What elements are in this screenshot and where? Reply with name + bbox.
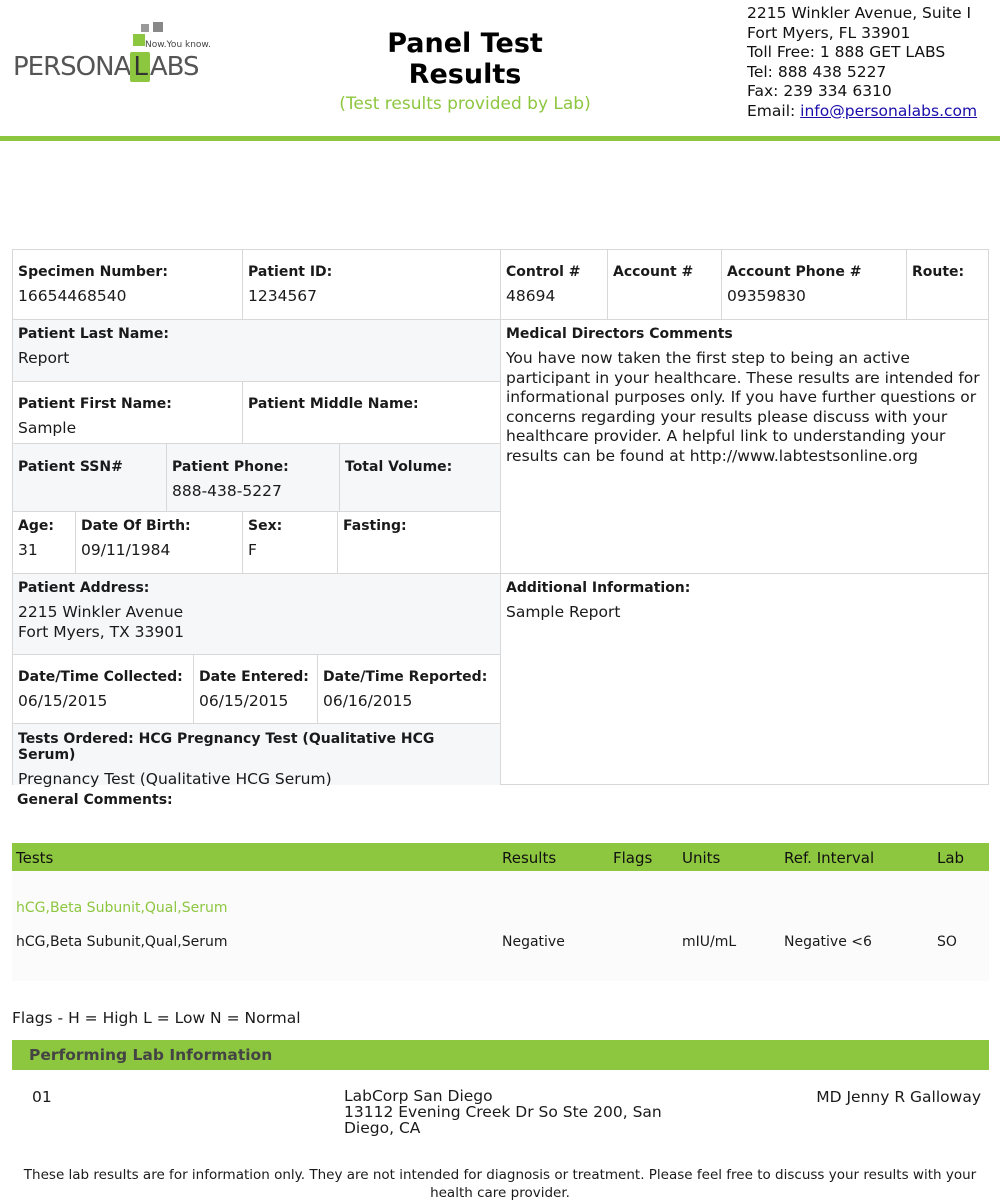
- date-entered: 06/15/2015: [199, 692, 289, 710]
- additional-info: Sample Report: [506, 603, 621, 621]
- first-name-cell: Patient First Name: Sample: [13, 382, 243, 444]
- account-phone: 09359830: [727, 287, 806, 305]
- results-table-header: [12, 843, 989, 871]
- address-line: Fort Myers, FL 33901: [747, 23, 911, 42]
- title-block: [330, 28, 600, 114]
- page-title: Panel Test Results: [387, 28, 543, 90]
- address-line: Fort Myers, TX 33901: [18, 622, 184, 641]
- logo-person-icon: [133, 34, 145, 46]
- col-results: Results: [502, 849, 557, 867]
- tests-ordered: Pregnancy Test (Qualitative HCG Serum): [18, 770, 332, 788]
- col-tests: Tests: [16, 849, 54, 867]
- col-units: Units: [682, 849, 721, 867]
- performing-lab-header: [12, 1040, 989, 1070]
- medical-comments-cell: Medical Directors Comments You have now taken the first step to being an active participant in your healthcare. These results are intended for informational purposes only. If you have further questions or concerns regarding your results please discuss with your healthcare provider. A helpful link to understanding your results can be found at http://www.labtestsonline.org: [501, 320, 989, 574]
- sex-cell: Sex: F: [243, 512, 338, 574]
- lab-name: LabCorp San Diego: [344, 1087, 493, 1105]
- test-lab: SO: [937, 934, 957, 950]
- date-collected: 06/15/2015: [18, 692, 108, 710]
- additional-info-cell: Additional Information: Sample Report: [501, 574, 989, 785]
- test-ref-interval: Negative <6: [784, 934, 872, 950]
- lab-address: [344, 1088, 664, 1136]
- logo-square-icon: [141, 24, 149, 32]
- medical-comments: You have now taken the first step to being an active participant in your healthcare. These results are intended for informational purposes only. If you have further questions or concerns regarding your results please discuss with your healthcare provider. A helpful link to understanding your results can be found at http://www.labtestsonline.org: [506, 349, 980, 465]
- performing-lab-title: Performing Lab Information: [29, 1046, 273, 1064]
- patient-phone: 888-438-5227: [172, 482, 282, 500]
- address-line: 2215 Winkler Avenue: [18, 603, 184, 621]
- lab-director: MD Jenny R Galloway: [816, 1088, 981, 1106]
- lab-address-line: Diego, CA: [344, 1119, 421, 1137]
- header-divider: [0, 136, 1000, 141]
- entered-cell: Date Entered: 06/15/2015: [194, 655, 318, 724]
- account-phone-cell: Account Phone # 09359830: [722, 250, 907, 320]
- age: 31: [18, 541, 38, 559]
- telephone: Tel: 888 438 5227: [747, 62, 887, 81]
- logo-wordmark: PERSONA L ABS: [13, 52, 199, 82]
- fasting-cell: Fasting:: [338, 512, 501, 574]
- age-cell: Age: 31: [13, 512, 76, 574]
- logo-tagline: Now.You know.: [145, 40, 211, 50]
- phone-cell: Patient Phone: 888-438-5227: [167, 444, 340, 512]
- logo-square-icon: [153, 22, 163, 32]
- first-name: Sample: [18, 419, 77, 437]
- account-cell: Account #: [608, 250, 722, 320]
- company-contact: [747, 4, 997, 121]
- col-flags: Flags: [613, 849, 653, 867]
- sex: F: [248, 541, 257, 559]
- toll-free: Toll Free: 1 888 GET LABS: [747, 43, 946, 61]
- flags-legend: Flags - H = High L = Low N = Normal: [12, 1009, 301, 1027]
- date-of-birth: 09/11/1984: [81, 541, 171, 559]
- last-name: Report: [18, 349, 70, 367]
- middle-name-cell: Patient Middle Name:: [243, 382, 501, 444]
- route-cell: Route:: [907, 250, 989, 320]
- performing-lab-row: [12, 1088, 989, 1148]
- patient-id-cell: Patient ID: 1234567: [243, 250, 501, 320]
- address-line: 2215 Winkler Avenue, Suite I: [747, 4, 972, 22]
- page-subtitle: (Test results provided by Lab): [339, 94, 591, 114]
- disclaimer-footer: These lab results are for information only. They are not intended for diagnosis or treatment. Please feel free to discuss your results with your health care provider.: [23, 1167, 977, 1201]
- patient-id: 1234567: [248, 287, 318, 305]
- lab-code: 01: [32, 1088, 52, 1106]
- ssn-cell: Patient SSN#: [13, 444, 167, 512]
- date-reported: 06/16/2015: [323, 692, 413, 710]
- general-comments-label: General Comments:: [17, 792, 173, 808]
- email-line: Email: info@personalabs.com: [747, 101, 978, 120]
- collected-cell: Date/Time Collected: 06/15/2015: [13, 655, 194, 724]
- test-group-name: hCG,Beta Subunit,Qual,Serum: [16, 900, 228, 916]
- control-number: 48694: [506, 287, 556, 305]
- test-result: Negative: [502, 934, 565, 950]
- page-header: [0, 0, 1000, 142]
- personalabs-logo: [13, 22, 223, 84]
- test-name: hCG,Beta Subunit,Qual,Serum: [16, 934, 228, 950]
- patient-info-grid: [12, 249, 989, 788]
- control-cell: Control # 48694: [501, 250, 608, 320]
- specimen-number-cell: Specimen Number: 16654468540: [13, 250, 243, 320]
- tests-ordered-cell: Tests Ordered: HCG Pregnancy Test (Qualitative HCG Serum) Pregnancy Test (Qualitative HCG Serum): [13, 724, 501, 785]
- reported-cell: Date/Time Reported: 06/16/2015: [318, 655, 501, 724]
- email-link[interactable]: info@personalabs.com: [800, 101, 978, 120]
- fax: Fax: 239 334 6310: [747, 82, 892, 100]
- total-volume-cell: Total Volume:: [340, 444, 501, 512]
- lab-address-line: 13112 Evening Creek Dr So Ste 200, San: [344, 1103, 662, 1121]
- col-ref-interval: Ref. Interval: [784, 849, 875, 867]
- dob-cell: Date Of Birth: 09/11/1984: [76, 512, 243, 574]
- results-table-body: [12, 871, 989, 981]
- test-units: mIU/mL: [682, 934, 737, 950]
- address-cell: Patient Address: 2215 Winkler Avenue Fort Myers, TX 33901: [13, 574, 501, 655]
- last-name-cell: Patient Last Name: Report: [13, 320, 501, 382]
- col-lab: Lab: [937, 849, 965, 867]
- specimen-number: 16654468540: [18, 287, 127, 305]
